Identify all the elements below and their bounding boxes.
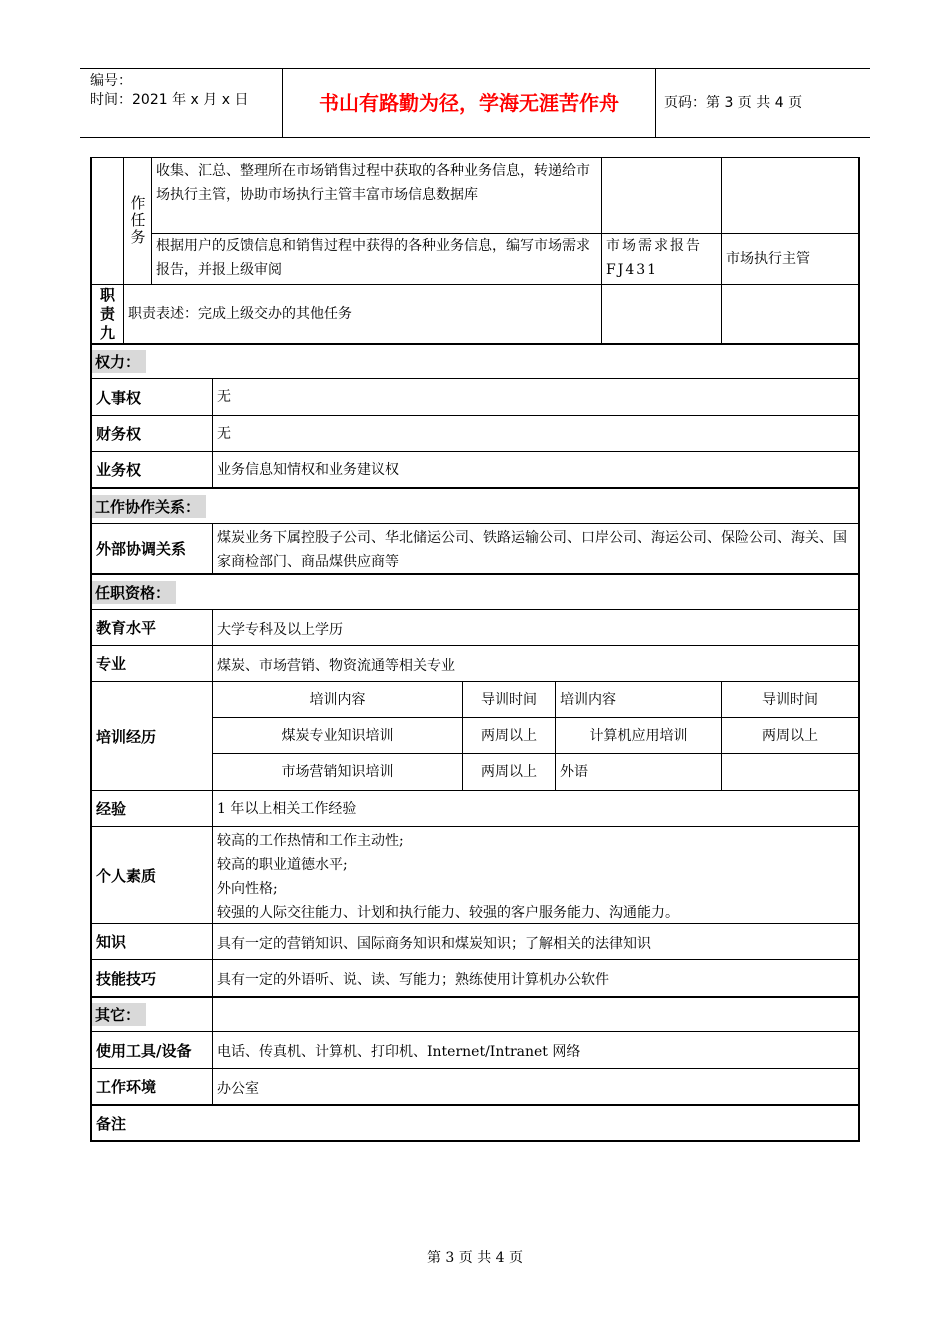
external-relations-label: 外部协调关系 [96, 540, 187, 558]
experience-value: 1 年以上相关工作经验 [217, 800, 357, 817]
task-2-text: 根据用户的反馈信息和销售过程中获得的各种业务信息，编写市场需求报告，并报上级审阅 [156, 238, 590, 278]
training-row2-time-1: 两周以上 [481, 764, 537, 780]
power-section-title: 权力： [92, 345, 858, 378]
training-row2-time-2 [722, 754, 858, 790]
training-label: 培训经历 [96, 727, 157, 746]
training-header-content-2: 培训内容 [560, 691, 616, 708]
personal-qualities-label: 个人素质 [96, 866, 157, 885]
training-row2-content-2: 外语 [560, 764, 588, 780]
personal-qualities-list [213, 829, 858, 923]
skills-value: 具有一定的外语听、说、读、写能力；熟练使用计算机办公软件 [217, 972, 609, 988]
qualification-section-title: 任职资格： [92, 575, 858, 609]
duty-nine-text: 职责表述：完成上级交办的其他任务 [128, 306, 352, 322]
tools-value: 电话、传真机、计算机、打印机、Internet/Intranet 网络 [217, 1044, 581, 1060]
training-header-content-1: 培训内容 [309, 691, 366, 708]
training-row1-time-2: 两周以上 [762, 727, 818, 744]
personal-quality-item: 较强的人际交往能力、计划和执行能力、较强的客户服务能力、沟通能力。 [217, 905, 679, 921]
work-environment-value: 办公室 [217, 1080, 259, 1097]
education-value: 大学专科及以上学历 [217, 621, 343, 638]
page-header [80, 68, 870, 138]
header-page-number: 页码：第 3 页 共 4 页 [664, 95, 803, 111]
personal-quality-item: 外向性格; [217, 881, 278, 897]
header-motto: 书山有路勤为径，学海无涯苦作舟 [282, 69, 656, 137]
power-finance-label: 财务权 [96, 425, 142, 443]
task-side-label: 作任务 [128, 195, 147, 246]
task-2-output: 市场需求报告FJ431 [606, 238, 702, 278]
personal-quality-item: 较高的职业道德水平; [217, 857, 348, 873]
power-finance-value: 无 [217, 425, 231, 442]
work-environment-label: 工作环境 [96, 1078, 157, 1096]
power-personnel-label: 人事权 [96, 388, 142, 407]
power-business-value: 业务信息知情权和业务建议权 [217, 461, 399, 478]
document-number: 编号： [90, 73, 132, 89]
training-row1-content-2: 计算机应用培训 [589, 727, 688, 744]
page-footer: 第 3 页 共 4 页 [426, 1250, 524, 1266]
training-header-time-1: 导训时间 [481, 691, 537, 708]
major-label: 专业 [96, 655, 127, 673]
document-date: 时间：2021 年 x 月 x 日 [90, 92, 249, 108]
training-row1-content-1: 煤炭专业知识培训 [281, 727, 394, 744]
knowledge-value: 具有一定的营销知识、国际商务知识和煤炭知识；了解相关的法律知识 [217, 935, 651, 952]
external-relations-value: 煤炭业务下属控股子公司、华北储运公司、铁路运输公司、口岸公司、海运公司、保险公司、海关、国家商检部门、商品煤供应商等 [217, 530, 847, 570]
training-row2-content-1: 市场营销知识培训 [281, 764, 394, 780]
knowledge-label: 知识 [96, 933, 127, 951]
experience-label: 经验 [96, 800, 127, 818]
education-label: 教育水平 [96, 619, 157, 637]
training-header-time-2: 导训时间 [762, 691, 818, 708]
relations-section-title: 工作协作关系： [92, 489, 858, 523]
training-row1-time-1: 两周以上 [481, 727, 537, 744]
personal-quality-item: 较高的工作热情和工作主动性; [217, 833, 404, 849]
tools-label: 使用工具/设备 [96, 1041, 192, 1060]
power-business-label: 业务权 [96, 461, 142, 479]
duty-nine-label: 职责九 [99, 285, 115, 342]
header-meta [80, 69, 280, 137]
task-2-target: 市场执行主管 [726, 251, 810, 267]
other-section-title: 其它： [92, 998, 858, 1031]
task-1-text: 收集、汇总、整理所在市场销售过程中获取的各种业务信息，转递给市场执行主管，协助市场执行主管丰富市场信息数据库 [156, 163, 590, 203]
power-personnel-value: 无 [217, 389, 231, 405]
skills-label: 技能技巧 [96, 969, 157, 988]
remarks-label: 备注 [96, 1114, 127, 1133]
major-value: 煤炭、市场营销、物资流通等相关专业 [217, 657, 455, 674]
job-description-table [90, 157, 860, 1142]
